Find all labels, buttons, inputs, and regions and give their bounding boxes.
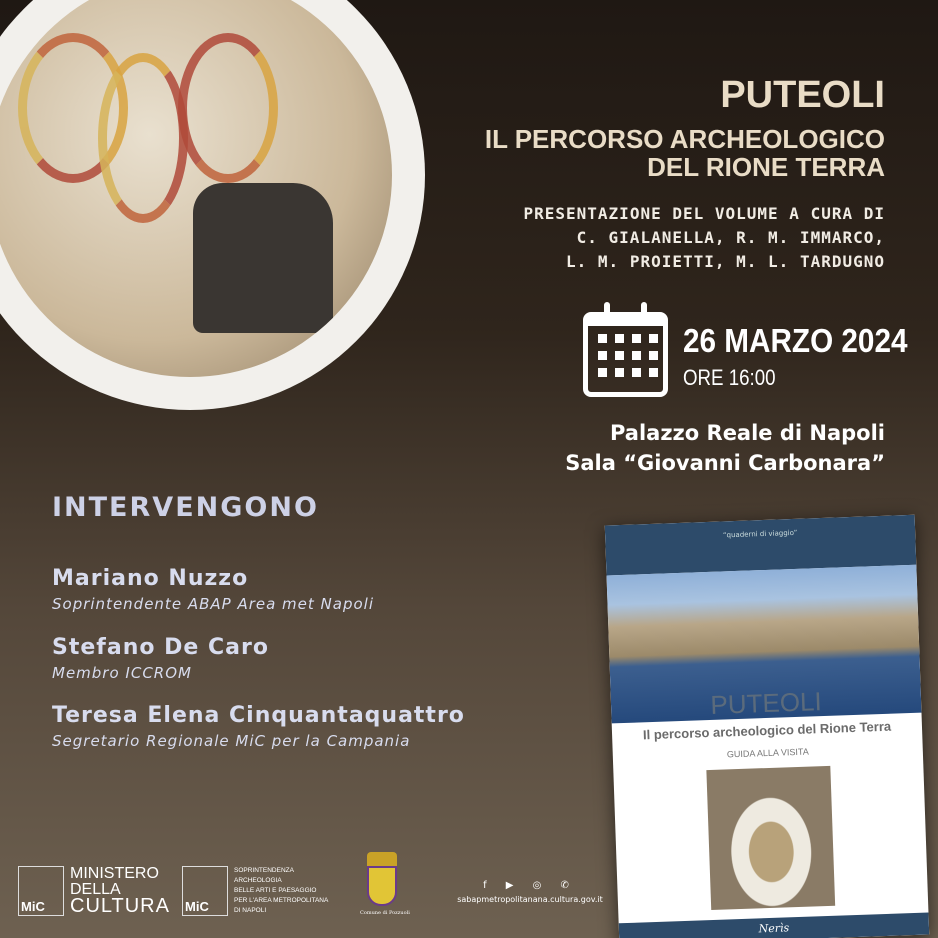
calendar-icon <box>583 312 668 397</box>
soprintendenza-line: PER L'AREA METROPOLITANA <box>234 897 329 904</box>
website-link[interactable]: sabapmetropolitanana.cultura.gov.it <box>457 895 603 904</box>
book-title: PUTEOLI <box>709 686 823 720</box>
social-links <box>450 880 610 904</box>
soprintendenza-line: SOPRINTENDENZA <box>234 867 294 874</box>
event-date: 26 MARZO 2024 <box>683 322 908 359</box>
presentation-line: PRESENTAZIONE DEL VOLUME A CURA DI <box>523 204 885 223</box>
book-tag: GUIDA ALLA VISITA <box>726 746 809 760</box>
coat-of-arms-shield <box>367 866 397 906</box>
speaker <box>52 635 269 682</box>
ministry-line: MINISTERO <box>70 865 159 882</box>
soprintendenza-line: BELLE ARTI E PAESAGGIO <box>234 887 317 894</box>
subtitle <box>485 125 885 181</box>
speaker-role: Segretario Regionale MiC per la Campania <box>52 732 411 750</box>
coat-of-arms-icon <box>367 852 397 866</box>
venue-room: Sala “Giovanni Carbonara” <box>565 451 885 475</box>
comune-label: Comune di Pozzuoli <box>360 910 410 916</box>
mic-mark: MiC <box>182 866 228 916</box>
title: PUTEOLI <box>720 74 885 116</box>
comune-logo <box>360 852 410 916</box>
speakers-heading: INTERVENGONO <box>52 492 319 523</box>
presentation-text <box>523 202 885 274</box>
soprintendenza-line: ARCHEOLOGIA <box>234 877 282 884</box>
social-icons[interactable]: f ▶ ◎ ✆ <box>483 880 577 891</box>
presentation-line: C. GIALANELLA, R. M. IMMARCO, <box>576 228 885 247</box>
publisher-logo: Nerìs <box>619 912 930 938</box>
subtitle-line: DEL RIONE TERRA <box>647 152 885 182</box>
speaker <box>52 566 374 613</box>
subtitle-line: IL PERCORSO ARCHEOLOGICO <box>484 124 885 154</box>
mic-mark: MiC <box>18 866 64 916</box>
presentation-line: L. M. PROIETTI, M. L. TARDUGNO <box>566 252 885 271</box>
speaker-name: Teresa Elena Cinquantaquattro <box>52 703 465 728</box>
soprintendenza-line: DI NAPOLI <box>234 907 267 914</box>
event-time: ORE 16:00 <box>683 365 776 390</box>
venue-name: Palazzo Reale di Napoli <box>609 421 885 445</box>
book-series: “quaderni di viaggio” <box>605 515 917 576</box>
speaker <box>52 703 465 750</box>
book-cover <box>605 515 929 938</box>
ministry-line: DELLA <box>70 881 121 898</box>
event-venue <box>565 418 885 478</box>
arch-photo <box>706 766 835 910</box>
speaker-name: Mariano Nuzzo <box>52 566 249 591</box>
speaker-role: Soprintendente ABAP Area met Napoli <box>52 595 374 613</box>
book-subtitle: Il percorso archeologico del Rione Terra <box>642 718 892 743</box>
speaker-name: Stefano De Caro <box>52 635 269 660</box>
speaker-role: Membro ICCROM <box>52 664 192 682</box>
ministry-line: CULTURA <box>70 895 170 917</box>
